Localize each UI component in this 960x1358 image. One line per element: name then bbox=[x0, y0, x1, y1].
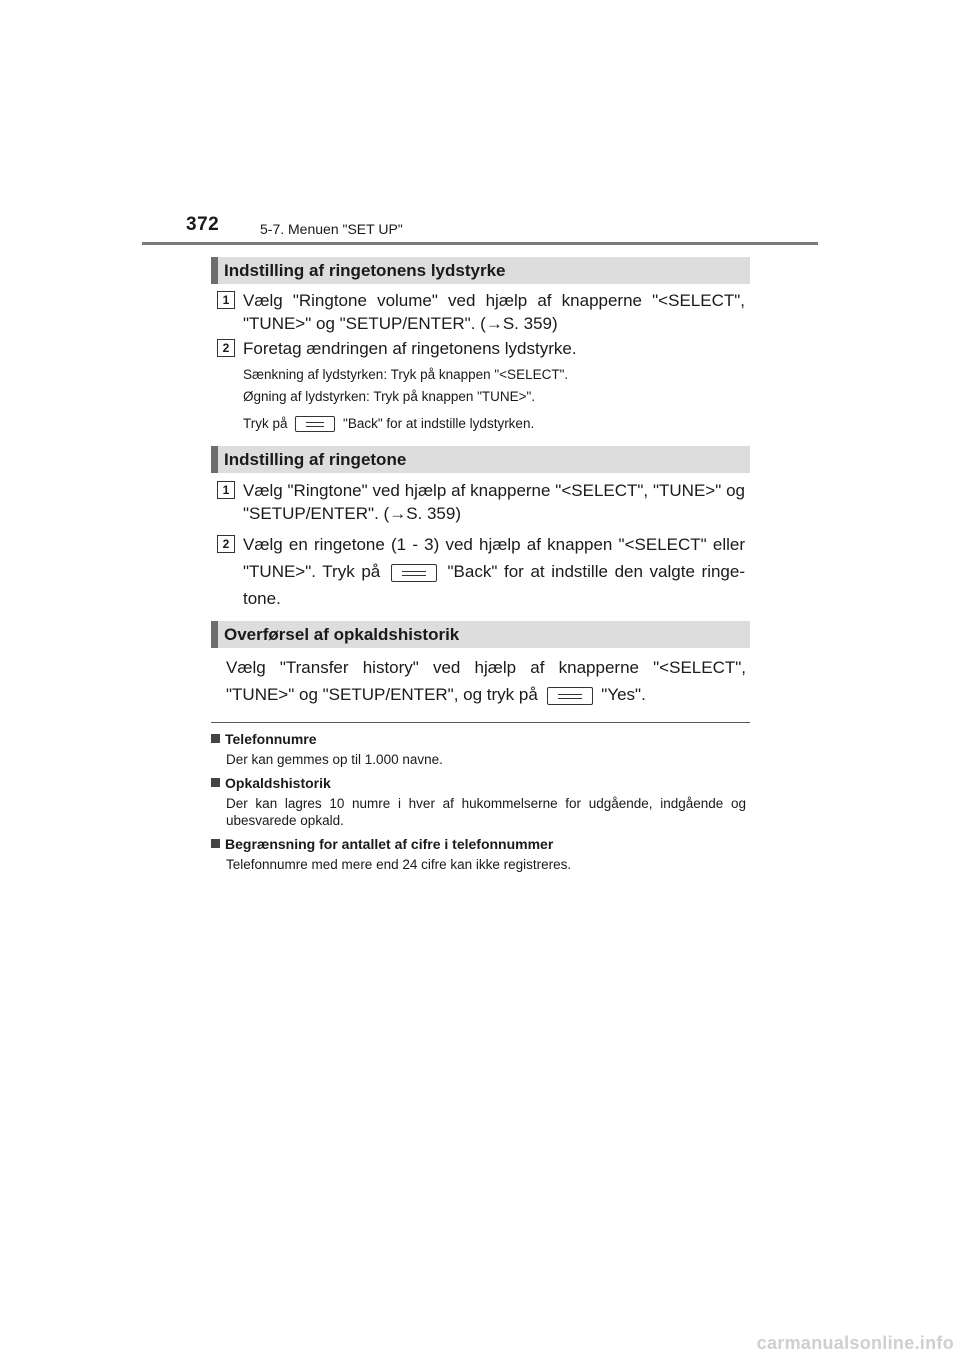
section-body bbox=[226, 654, 746, 708]
square-bullet-icon bbox=[211, 734, 220, 743]
detail-text: Øgning af lydstyrken: Tryk på knappen "TUNE>". bbox=[243, 389, 536, 404]
notes-divider bbox=[211, 722, 750, 723]
step-number: 2 bbox=[217, 339, 235, 357]
control-button-icon bbox=[295, 416, 335, 432]
body-text-part: Vælg "Transfer history" ved hjælp af knapperne "<SELECT", "TUNE>" og "SETUP/ENTER", og tryk på bbox=[226, 658, 746, 704]
note-title bbox=[211, 731, 317, 747]
body-text-part: "Yes". bbox=[601, 685, 646, 704]
detail-text: Tryk på bbox=[243, 416, 288, 431]
step-text-part: "Back" for at indstille den valgte ringe-tone. bbox=[243, 562, 745, 608]
note-body: Telefonnumre med mere end 24 cifre kan ikke registreres. bbox=[226, 857, 572, 872]
step-text bbox=[243, 531, 745, 612]
detail-text: "Back" for at indstille lydstyrken. bbox=[343, 416, 535, 431]
section-title-ringtone: Indstilling af ringetone bbox=[211, 446, 750, 473]
watermark: carmanualsonline.info bbox=[756, 1333, 954, 1353]
square-bullet-icon bbox=[211, 778, 220, 787]
section-title-transfer-history: Overførsel af opkaldshistorik bbox=[211, 621, 750, 648]
control-button-icon bbox=[391, 564, 437, 582]
detail-line bbox=[243, 416, 534, 432]
note-title-text: Telefonnumre bbox=[225, 731, 317, 747]
step-number: 1 bbox=[217, 481, 235, 499]
header-rule bbox=[142, 242, 818, 245]
note-title-text: Opkaldshistorik bbox=[225, 775, 331, 791]
note-body: Der kan lagres 10 numre i hver af hukommelserne for udgående, indgående og ubesvarede opkald. bbox=[226, 796, 746, 828]
page-number: 372 bbox=[186, 214, 220, 235]
step-number: 2 bbox=[217, 535, 235, 553]
note-title bbox=[211, 836, 553, 852]
control-button-icon bbox=[547, 687, 593, 705]
step-text-part: Vælg en ringetone (1 - 3) ved hjælp af knappen "<SELECT" eller "TUNE>". Tryk på bbox=[243, 535, 745, 581]
step-text: Foretag ændringen af ringetonens lydstyrke. bbox=[243, 339, 577, 358]
note-body: Der kan gemmes op til 1.000 navne. bbox=[226, 752, 443, 767]
step-number: 1 bbox=[217, 291, 235, 309]
section-title-ringtone-volume: Indstilling af ringetonens lydstyrke bbox=[211, 257, 750, 284]
note-title-text: Begrænsning for antallet af cifre i telefonnummer bbox=[225, 836, 554, 852]
running-head: 5-7. Menuen "SET UP" bbox=[260, 221, 403, 237]
note-title bbox=[211, 775, 331, 791]
step-text: Vælg "Ringtone" ved hjælp af knapperne "<SELECT", "TUNE>" og "SETUP/ENTER". (→S. 359) bbox=[243, 481, 745, 523]
step-text: Vælg "Ringtone volume" ved hjælp af knapperne "<SELECT", "TUNE>" og "SETUP/ENTER". (→S. 359) bbox=[243, 291, 745, 333]
detail-text: Sænkning af lydstyrken: Tryk på knappen "<SELECT". bbox=[243, 367, 569, 382]
square-bullet-icon bbox=[211, 839, 220, 848]
